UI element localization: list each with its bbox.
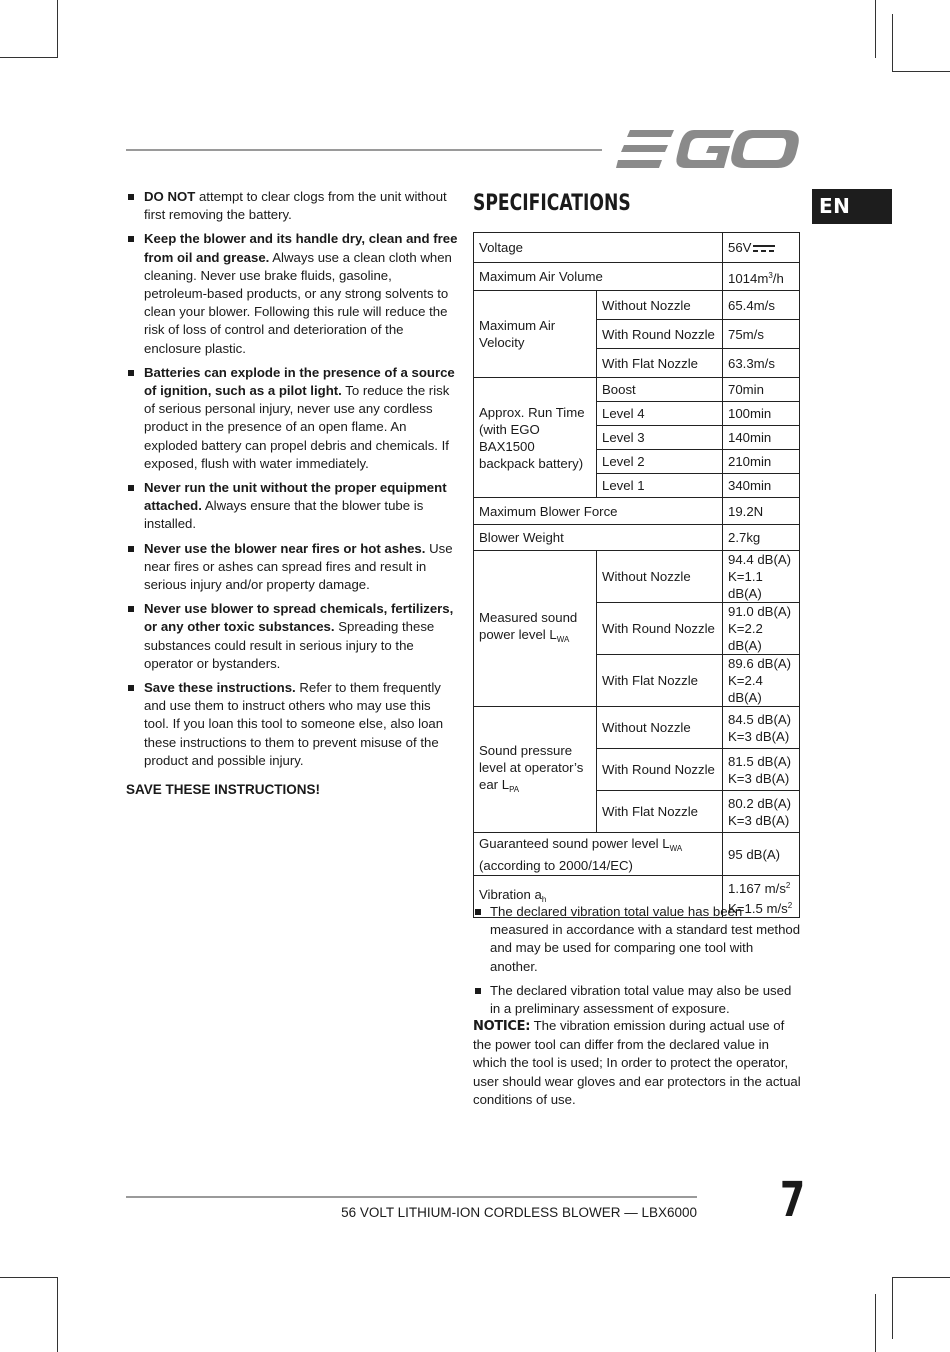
spec-sublabel: With Flat Nozzle [597,791,723,833]
label-part: Vibration a [479,886,542,902]
spec-value: 65.4m/s [723,291,800,320]
value-line: K=2.2 dB(A) [728,621,763,653]
square-bullet-icon [128,370,134,376]
spec-value [723,655,800,707]
value-line: 84.5 dB(A) [728,711,792,727]
label-sub: PA [509,784,520,794]
spec-sublabel: Level 3 [597,426,723,450]
square-bullet-icon [128,546,134,552]
value-line [728,877,794,897]
spec-sublabel: Without Nozzle [597,291,723,320]
spec-label: Maximum Air Velocity [474,291,597,378]
spec-label: Blower Weight [474,525,723,551]
table-row [474,551,800,603]
spec-value: 95 dB(A) [723,833,800,876]
item-lead: Save these instructions. [144,680,296,696]
crop-mark [57,0,58,58]
spec-sublabel: With Flat Nozzle [597,655,723,707]
label-sub: WA [669,843,683,853]
list-item [126,188,458,224]
spec-label [474,551,597,707]
ego-logo [616,128,800,170]
value-line: 80.2 dB(A) [728,795,792,811]
notice-paragraph [473,1017,803,1109]
table-row [474,833,800,876]
item-text: Use near fires or ashes can spread fires and result in serious injury and/or property damage. [144,540,453,593]
square-bullet-icon [128,606,134,612]
square-bullet-icon [475,909,481,915]
spec-value: 70min [723,378,800,402]
note-text: The declared vibration total value may also be used in a preliminary assessment of exposure. [490,982,792,1017]
table-row [474,498,800,525]
spec-sublabel: Boost [597,378,723,402]
item-lead: Never run the unit without the proper equipment attached. [144,480,447,514]
value-line: 81.5 dB(A) [728,753,792,769]
spec-label: Voltage [474,233,723,263]
spec-sublabel: With Round Nozzle [597,320,723,349]
spec-label: Approx. Run Time (with EGO BAX1500 backpack battery) [474,378,597,498]
spec-sublabel: Level 2 [597,450,723,474]
label-sub: h [541,894,547,904]
list-item [473,900,803,976]
spec-label [474,833,723,876]
label-part: Sound pressure level at operator’s ear L [479,742,584,792]
spec-sublabel: Without Nozzle [597,551,723,603]
item-text: Spreading these substances could result in serious injury to the operator or bystanders. [144,619,435,671]
table-row [474,233,800,263]
square-bullet-icon [128,485,134,491]
square-bullet-icon [128,194,134,200]
spec-sublabel: With Round Nozzle [597,603,723,655]
spec-value: 100min [723,402,800,426]
crop-mark [0,1277,58,1278]
value-sup: 3 [768,270,773,280]
specifications-title: SPECIFICATIONS [473,191,631,216]
item-text: Always use a clean cloth when cleaning. Never use brake fluids, gasoline, petroleum-based products, or any strong solvents to clean your blower. Following this rule will reduce the risk of loss of control and deterioration of the enclosure plastic. [144,249,452,356]
spec-value [723,749,800,791]
table-row [474,291,800,320]
table-row [474,263,800,291]
spec-value [723,263,800,291]
spec-value [723,233,800,263]
list-item [473,982,803,1018]
crop-mark [0,57,58,58]
table-row [474,525,800,551]
label-sub: WA [556,635,570,644]
square-bullet-icon [475,988,481,994]
value-sup: 2 [787,900,793,910]
spec-sublabel: Without Nozzle [597,707,723,749]
item-lead: DO NOT [144,189,196,204]
value-part: K=1.5 m/s [728,900,788,916]
value-line: 91.0 dB(A) [728,604,792,619]
item-text: To reduce the risk of serious personal injury, never use any cordless product in the presence of an open flame. An exploded battery can propel debris and chemicals. If exposed, flush with water immediately. [144,383,450,471]
spec-value: 210min [723,450,800,474]
footer-rule [126,1196,697,1198]
language-tab: EN [812,189,892,224]
square-bullet-icon [128,236,134,242]
value-sup: 2 [785,880,791,890]
label-part: Measured sound power level L [479,610,578,642]
square-bullet-icon [128,685,134,691]
spec-value: 140min [723,426,800,450]
safety-list [126,188,458,770]
label-part: (according to 2000/14/EC) [479,857,633,873]
spec-value: 19.2N [723,498,800,525]
list-item [126,540,458,595]
notice-label: NOTICE: [473,1019,531,1034]
notice-text: The vibration emission during actual use of the power tool can differ from the declared value in which the tool is used; In order to protect the operator, user should wear gloves and ear protectors in the actual conditions of use. [473,1018,801,1107]
crop-mark [57,1277,58,1352]
item-text: Refer to them frequently and use them to instruct others who may use this tool. If you loan this tool to someone else, also loan these instructions to them to prevent misuse of the product and possible injury. [144,680,444,768]
save-instructions-heading: SAVE THESE INSTRUCTIONS! [126,782,321,798]
item-lead: Never use blower to spread chemicals, fertilizers, or any other toxic substances. [144,601,454,635]
crop-mark [892,71,950,72]
spec-value: 63.3m/s [723,349,800,378]
safety-instructions [126,188,458,799]
list-item [126,679,458,770]
item-lead: Keep the blower and its handle dry, clean and free from oil and grease. [144,231,458,265]
item-lead: Batteries can explode in the presence of a source of ignition, such as a pilot light. [144,364,455,399]
list-item [126,600,458,673]
spec-value: 340min [723,474,800,498]
crop-mark [875,1294,876,1352]
spec-label: Maximum Air Volume [474,263,723,291]
value-part: 1.167 m/s [728,880,786,896]
table-row [474,707,800,749]
value-line: 94.4 dB(A) [728,552,792,567]
value-line: K=1.1 dB(A) [728,569,763,601]
value-line: K=2.4 dB(A) [728,673,763,705]
value-line: K=3 dB(A) [728,728,790,744]
note-text: The declared vibration total value has been measured in accordance with a standard test method and may be used for comparing one tool with another. [490,904,801,974]
list-item [126,230,458,357]
dc-symbol-icon [753,244,775,254]
list-item [126,479,458,534]
vibration-notes [473,900,803,1024]
value-part: /h [772,270,784,286]
item-text: Always ensure that the blower tube is installed. [144,498,424,532]
value-line: K=3 dB(A) [728,770,790,786]
footer-product-name: 56 VOLT LITHIUM-ION CORDLESS BLOWER — LBX6000 [341,1205,697,1220]
spec-value: 2.7kg [723,525,800,551]
spec-sublabel: Level 4 [597,402,723,426]
crop-mark [892,1277,950,1278]
spec-value [723,551,800,603]
header-rule [126,149,602,151]
crop-mark [875,0,876,58]
spec-value [723,707,800,749]
label-part: Guaranteed sound power level L [479,835,670,851]
crop-mark [892,1277,893,1339]
value-line: K=3 dB(A) [728,812,790,828]
spec-sublabel: With Round Nozzle [597,749,723,791]
spec-sublabel: Level 1 [597,474,723,498]
page-number: 7 [780,1172,806,1228]
spec-value [723,791,800,833]
spec-value: 75m/s [723,320,800,349]
table-row [474,378,800,402]
spec-sublabel: With Flat Nozzle [597,349,723,378]
spec-value [723,603,800,655]
specifications-table [473,232,800,918]
item-text: attempt to clear clogs from the unit without first removing the battery. [144,189,447,223]
value-part: 1014m [728,270,769,286]
value-line: 89.6 dB(A) [728,656,792,671]
spec-label: Maximum Blower Force [474,498,723,525]
voltage-value: 56V [728,240,752,255]
item-lead: Never use the blower near fires or hot ashes. [144,540,426,556]
crop-mark [892,14,893,72]
list-item [126,364,458,473]
spec-label [474,707,597,833]
